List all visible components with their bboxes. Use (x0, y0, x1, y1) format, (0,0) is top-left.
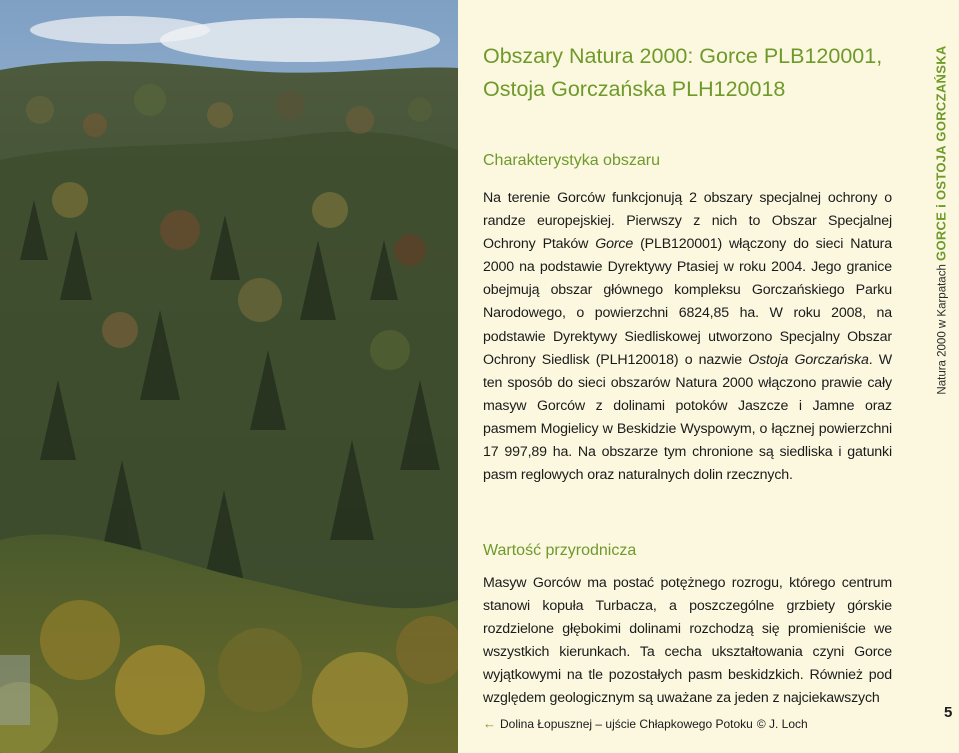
section-heading-natural-value: Wartość przyrodnicza (483, 542, 637, 559)
page-title (483, 40, 883, 106)
side-label-strong: GORCE i OSTOJA GORCZAŃSKA (933, 45, 949, 261)
side-label (934, 45, 949, 394)
characteristics-italic-gorce: Gorce (595, 236, 634, 253)
page-number: 5 (944, 704, 953, 721)
characteristics-text-part-2: (PLB120001) włączony do sieci Natura 2000 na podstawie Dyrektywy Ptasiej w roku 2004. Jego granice obejmują obszar głównego kompleksu Gorczańskiego Parku Narodowego, o powierzchni 6824,85 ha. W roku 2008, na podstawie Dyrektywy Siedliskowej utworzono Specjalny Obszar Ochrony Siedlisk (PLH120018) o nazwie (483, 236, 892, 368)
caption-text: Dolina Łopusznej – ujście Chłapkowego Potoku (500, 716, 753, 731)
characteristics-italic-ostoja: Ostoja Gorczańska (748, 351, 869, 368)
characteristics-text-part-3: . W ten sposób do sieci obszarów Natura 2000 włączono prawie cały masyw Gorców z dolinami potoków Jaszcze i Jamne oraz pasmem Mogielicy w Beskidzie Wyspowym, o łącznej powierzchni 17 997,89 ha. Na obszarze tym chronione są siedliska i gatunki pasm reglowych oraz naturalnych dolin rzecznych. (483, 351, 893, 484)
characteristics-text-part-1: Na terenie Gorców funkcjonują 2 obszary specjalnej ochrony o randze europejskiej. Pierwszy z nich to Obszar Specjalnej Ochrony Ptaków (483, 190, 892, 253)
side-label-prefix: Natura 2000 w Karpatach (936, 264, 949, 395)
side-label-band (923, 0, 959, 440)
photo-caption (483, 716, 808, 731)
section-heading-characteristics: Charakterystyka obszaru (483, 152, 660, 169)
forest-photo (0, 0, 458, 753)
title-line-1: Obszary Natura 2000: Gorce PLB120001, (483, 44, 883, 68)
caption-credit: © J. Loch (756, 716, 808, 731)
arrow-left-icon: ← (483, 716, 496, 731)
natural-value-paragraph: Masyw Gorców ma postać potężnego rozrogu, którego centrum stanowi kopuła Turbacza, a poszczególne grzbiety górskie rozdzielone głębokimi dolinami rozchodzą się promieniście we wszystkich kierunkach. Ta cecha ukształtowania czyni Gorce wyjątkowymi na tle pozostałych pasm beskidzkich. Również pod względem geologicznym są uważane za jeden z najciekawszych (483, 575, 892, 707)
forest-photo-image (0, 0, 458, 753)
characteristics-paragraph (483, 187, 892, 487)
title-line-2: Ostoja Gorczańska PLH120018 (483, 77, 786, 101)
